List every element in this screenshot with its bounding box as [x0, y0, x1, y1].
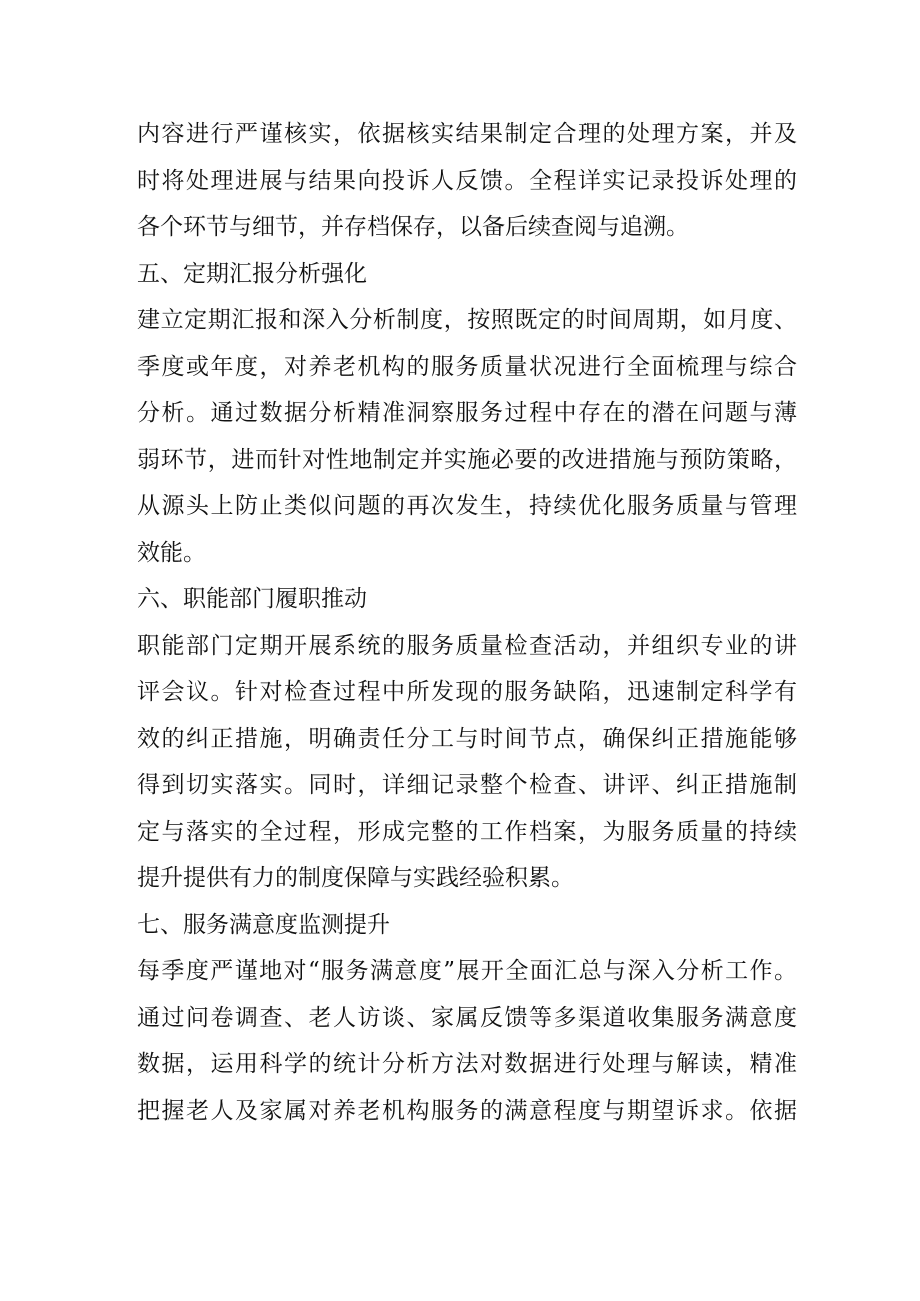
section-heading-5: 五、定期汇报分析强化	[137, 260, 367, 287]
paragraph-line: 得到切实落实。同时，详细记录整个检查、讲评、纠正措施制	[137, 772, 797, 798]
paragraph-line: 通过问卷调查、老人访谈、家属反馈等多渠道收集服务满意度	[137, 1004, 797, 1031]
paragraph-line: 内容进行严谨核实，依据核实结果制定合理的处理方案，并及	[137, 121, 797, 147]
paragraph-line: 各个环节与细节，并存档保存，以备后续查阅与追溯。	[137, 214, 689, 240]
paragraph-line: 时将处理进展与结果向投诉人反馈。全程详实记录投诉处理的	[137, 167, 797, 194]
paragraph-line: 从源头上防止类似问题的再次发生，持续优化服务质量与管理	[137, 493, 797, 519]
document-body	[137, 111, 797, 1134]
paragraph-line: 弱环节，进而针对性地制定并实施必要的改进措施与预防策略，	[137, 446, 797, 473]
paragraph-line: 评会议。针对检查过程中所发现的服务缺陷，迅速制定科学有	[137, 679, 797, 705]
paragraph-line: 职能部门定期开展系统的服务质量检查活动，并组织专业的讲	[137, 632, 797, 659]
section-heading-7: 七、服务满意度监测提升	[137, 911, 390, 938]
paragraph-line: 效能。	[137, 539, 206, 566]
paragraph-line: 分析。通过数据分析精准洞察服务过程中存在的潜在问题与薄	[137, 400, 797, 426]
paragraph-line: 提升提供有力的制度保障与实践经验积累。	[137, 865, 574, 891]
paragraph-line: 季度或年度，对养老机构的服务质量状况进行全面梳理与综合	[137, 353, 797, 380]
paragraph-line: 建立定期汇报和深入分析制度，按照既定的时间周期，如月度、	[137, 307, 797, 333]
paragraph-line: 每季度严谨地对“服务满意度”展开全面汇总与深入分析工作。	[137, 958, 797, 984]
paragraph-line: 数据，运用科学的统计分析方法对数据进行处理与解读，精准	[137, 1051, 797, 1077]
section-heading-6: 六、职能部门履职推动	[137, 586, 367, 612]
paragraph-line: 效的纠正措施，明确责任分工与时间节点，确保纠正措施能够	[137, 725, 797, 752]
paragraph-line: 定与落实的全过程，形成完整的工作档案，为服务质量的持续	[137, 818, 797, 845]
paragraph-line: 把握老人及家属对养老机构服务的满意程度与期望诉求。依据	[137, 1097, 797, 1124]
